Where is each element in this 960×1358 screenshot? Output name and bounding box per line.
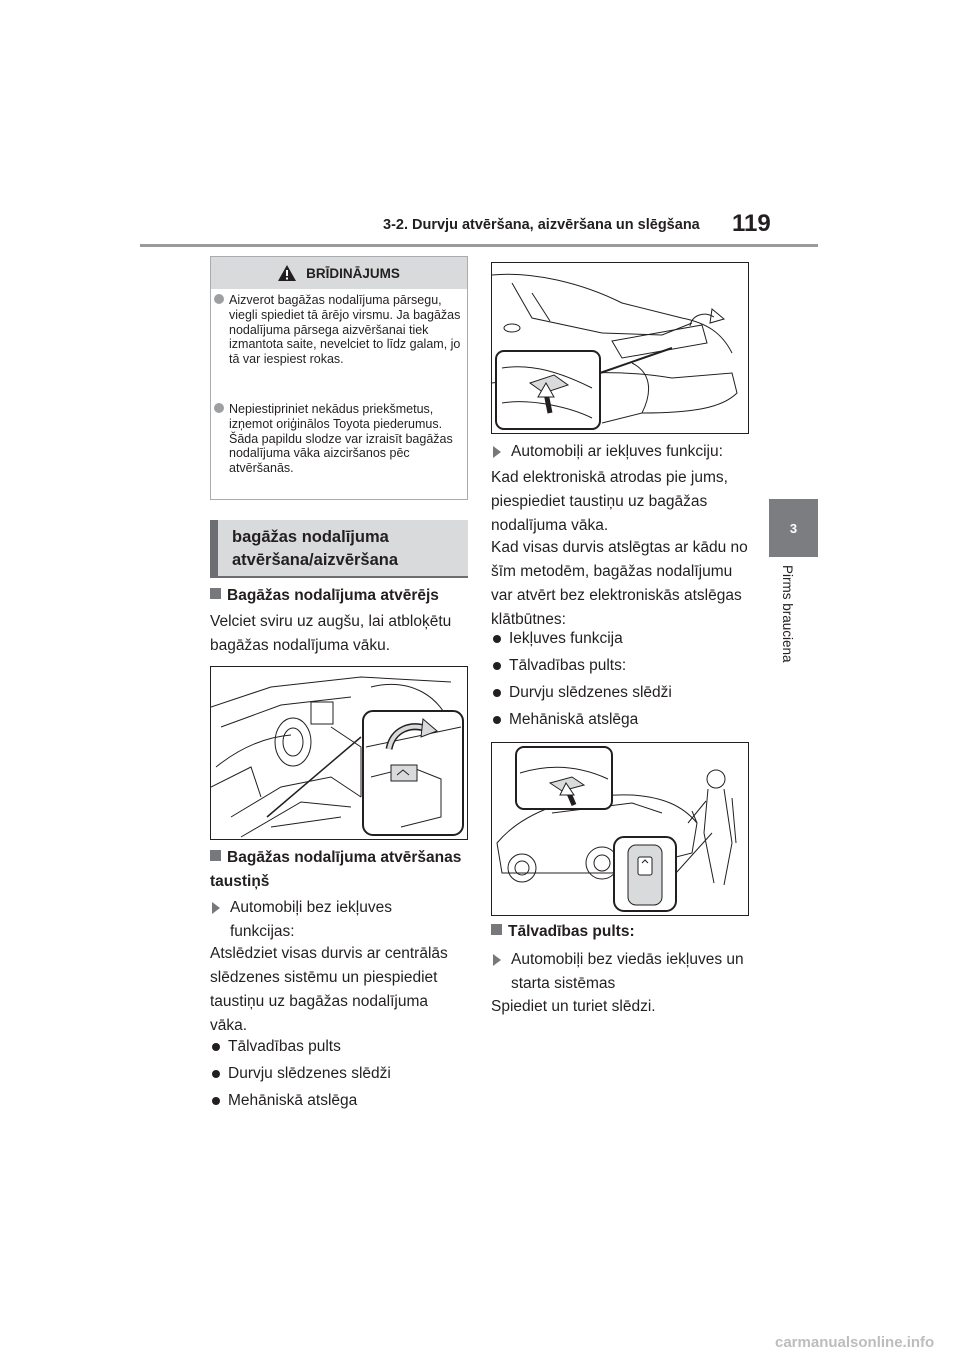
triangle-arrow-icon [493,954,501,966]
warning-icon [278,265,296,281]
bullet-icon [214,403,224,413]
condition-line [212,896,450,944]
section-heading-line: atvēršana/aizvēršana [232,551,399,569]
warning-item [229,402,461,476]
subheading-text: Bagāžas nodalījuma atvēršanas taustiņš [210,849,462,890]
list-item-text: Tālvadības pults: [509,657,627,674]
warning-text: Aizverot bagāžas nodalījuma pārsegu, viegli spiediet tā ārējo virsmu. Ja bagāžas nodalījuma pārsega aizvēršanai tiek izmantota saite, nevelciet to līdz galam, jo tā var iespiest rokas. [229,293,461,367]
subheading-button [210,846,468,894]
list-item [210,1062,478,1086]
subheading-remote [491,920,635,944]
paragraph: Velciet sviru uz augšu, lai atbloķētu bagāžas nodalījuma vāku. [210,613,452,654]
section-heading-box [210,520,468,578]
list-item [491,708,759,732]
condition-text: Automobiļi ar iekļuves funkciju: [511,443,723,460]
interior-illustration [211,667,467,839]
bullet-icon [212,1043,220,1051]
bullet-icon [214,294,224,304]
interior-lever-figure [210,666,468,840]
section-heading [232,526,398,572]
bullet-icon [493,689,501,697]
list-item-text: Durvju slēdzenes slēdži [228,1065,391,1082]
square-bullet-icon [491,924,502,935]
list-item-text: Durvju slēdzenes slēdži [509,684,672,701]
list-item [491,681,759,705]
watermark: carmanualsonline.info [775,1334,935,1351]
bullet-icon [493,635,501,643]
section-heading-line: bagāžas nodalījuma [232,528,389,546]
warning-item [229,293,461,367]
chapter-number: 3 [789,520,798,536]
bullet-icon [493,716,501,724]
remote-illustration [492,743,748,915]
condition-text: Automobiļi bez iekļuves funkcijas: [230,899,392,940]
list-item [491,654,759,678]
triangle-arrow-icon [212,902,220,914]
paragraph: Kad elektroniskā atrodas pie jums, piespiediet taustiņu uz bagāžas nodalījuma vāka. [491,469,728,534]
list-item-text: Iekļuves funkcija [509,630,623,647]
remote-control-figure [491,742,749,916]
subheading-opener [210,584,439,608]
header-divider [140,244,818,247]
trunk-opener-figure [491,262,749,434]
condition-line [493,440,761,464]
chapter-tab [769,499,818,557]
bullet-icon [493,662,501,670]
list-item [210,1035,478,1059]
list-item [210,1089,478,1113]
list-item-text: Tālvadības pults [228,1038,341,1055]
paragraph: Atslēdziet visas durvis ar centrālās slēdzenes sistēmu un piespiediet taustiņu uz bagāžas nodalījuma vāka. [210,945,448,1034]
triangle-arrow-icon [493,446,501,458]
warning-box [210,256,468,500]
paragraph: Spiediet un turiet slēdzi. [491,998,656,1015]
condition-text: Automobiļi bez viedās iekļuves un starta sistēmas [511,951,744,992]
condition-line [493,948,761,996]
warning-header [211,257,467,289]
trunk-illustration [492,263,748,433]
section-header-title: 3-2. Durvju atvēršana, aizvēršana un slēgšana [383,217,700,233]
square-bullet-icon [210,850,221,861]
bullet-icon [212,1097,220,1105]
list-item-text: Mehāniskā atslēga [228,1092,358,1109]
square-bullet-icon [210,588,221,599]
warning-title: BRĪDINĀJUMS [306,265,400,281]
page-number: 119 [732,210,771,237]
bullet-icon [212,1070,220,1078]
list-item-text: Mehāniskā atslēga [509,711,639,728]
list-item [491,627,759,651]
subheading-text: Tālvadības pults: [508,923,635,940]
warning-text: Nepiestipriniet nekādus priekšmetus, izņemot oriģinālos Toyota piederumus. Šāda papildu slodze var izraisīt bagāžas nodalījuma vāka aizciršanos pēc atvēršanās. [229,402,453,476]
chapter-label: Pirms brauciena [780,565,795,663]
subheading-text: Bagāžas nodalījuma atvērējs [227,587,439,604]
paragraph: Kad visas durvis atslēgtas ar kādu no šīm metodēm, bagāžas nodalījumu var atvērt bez elektroniskās atslēgas klātbūtnes: [491,539,748,628]
